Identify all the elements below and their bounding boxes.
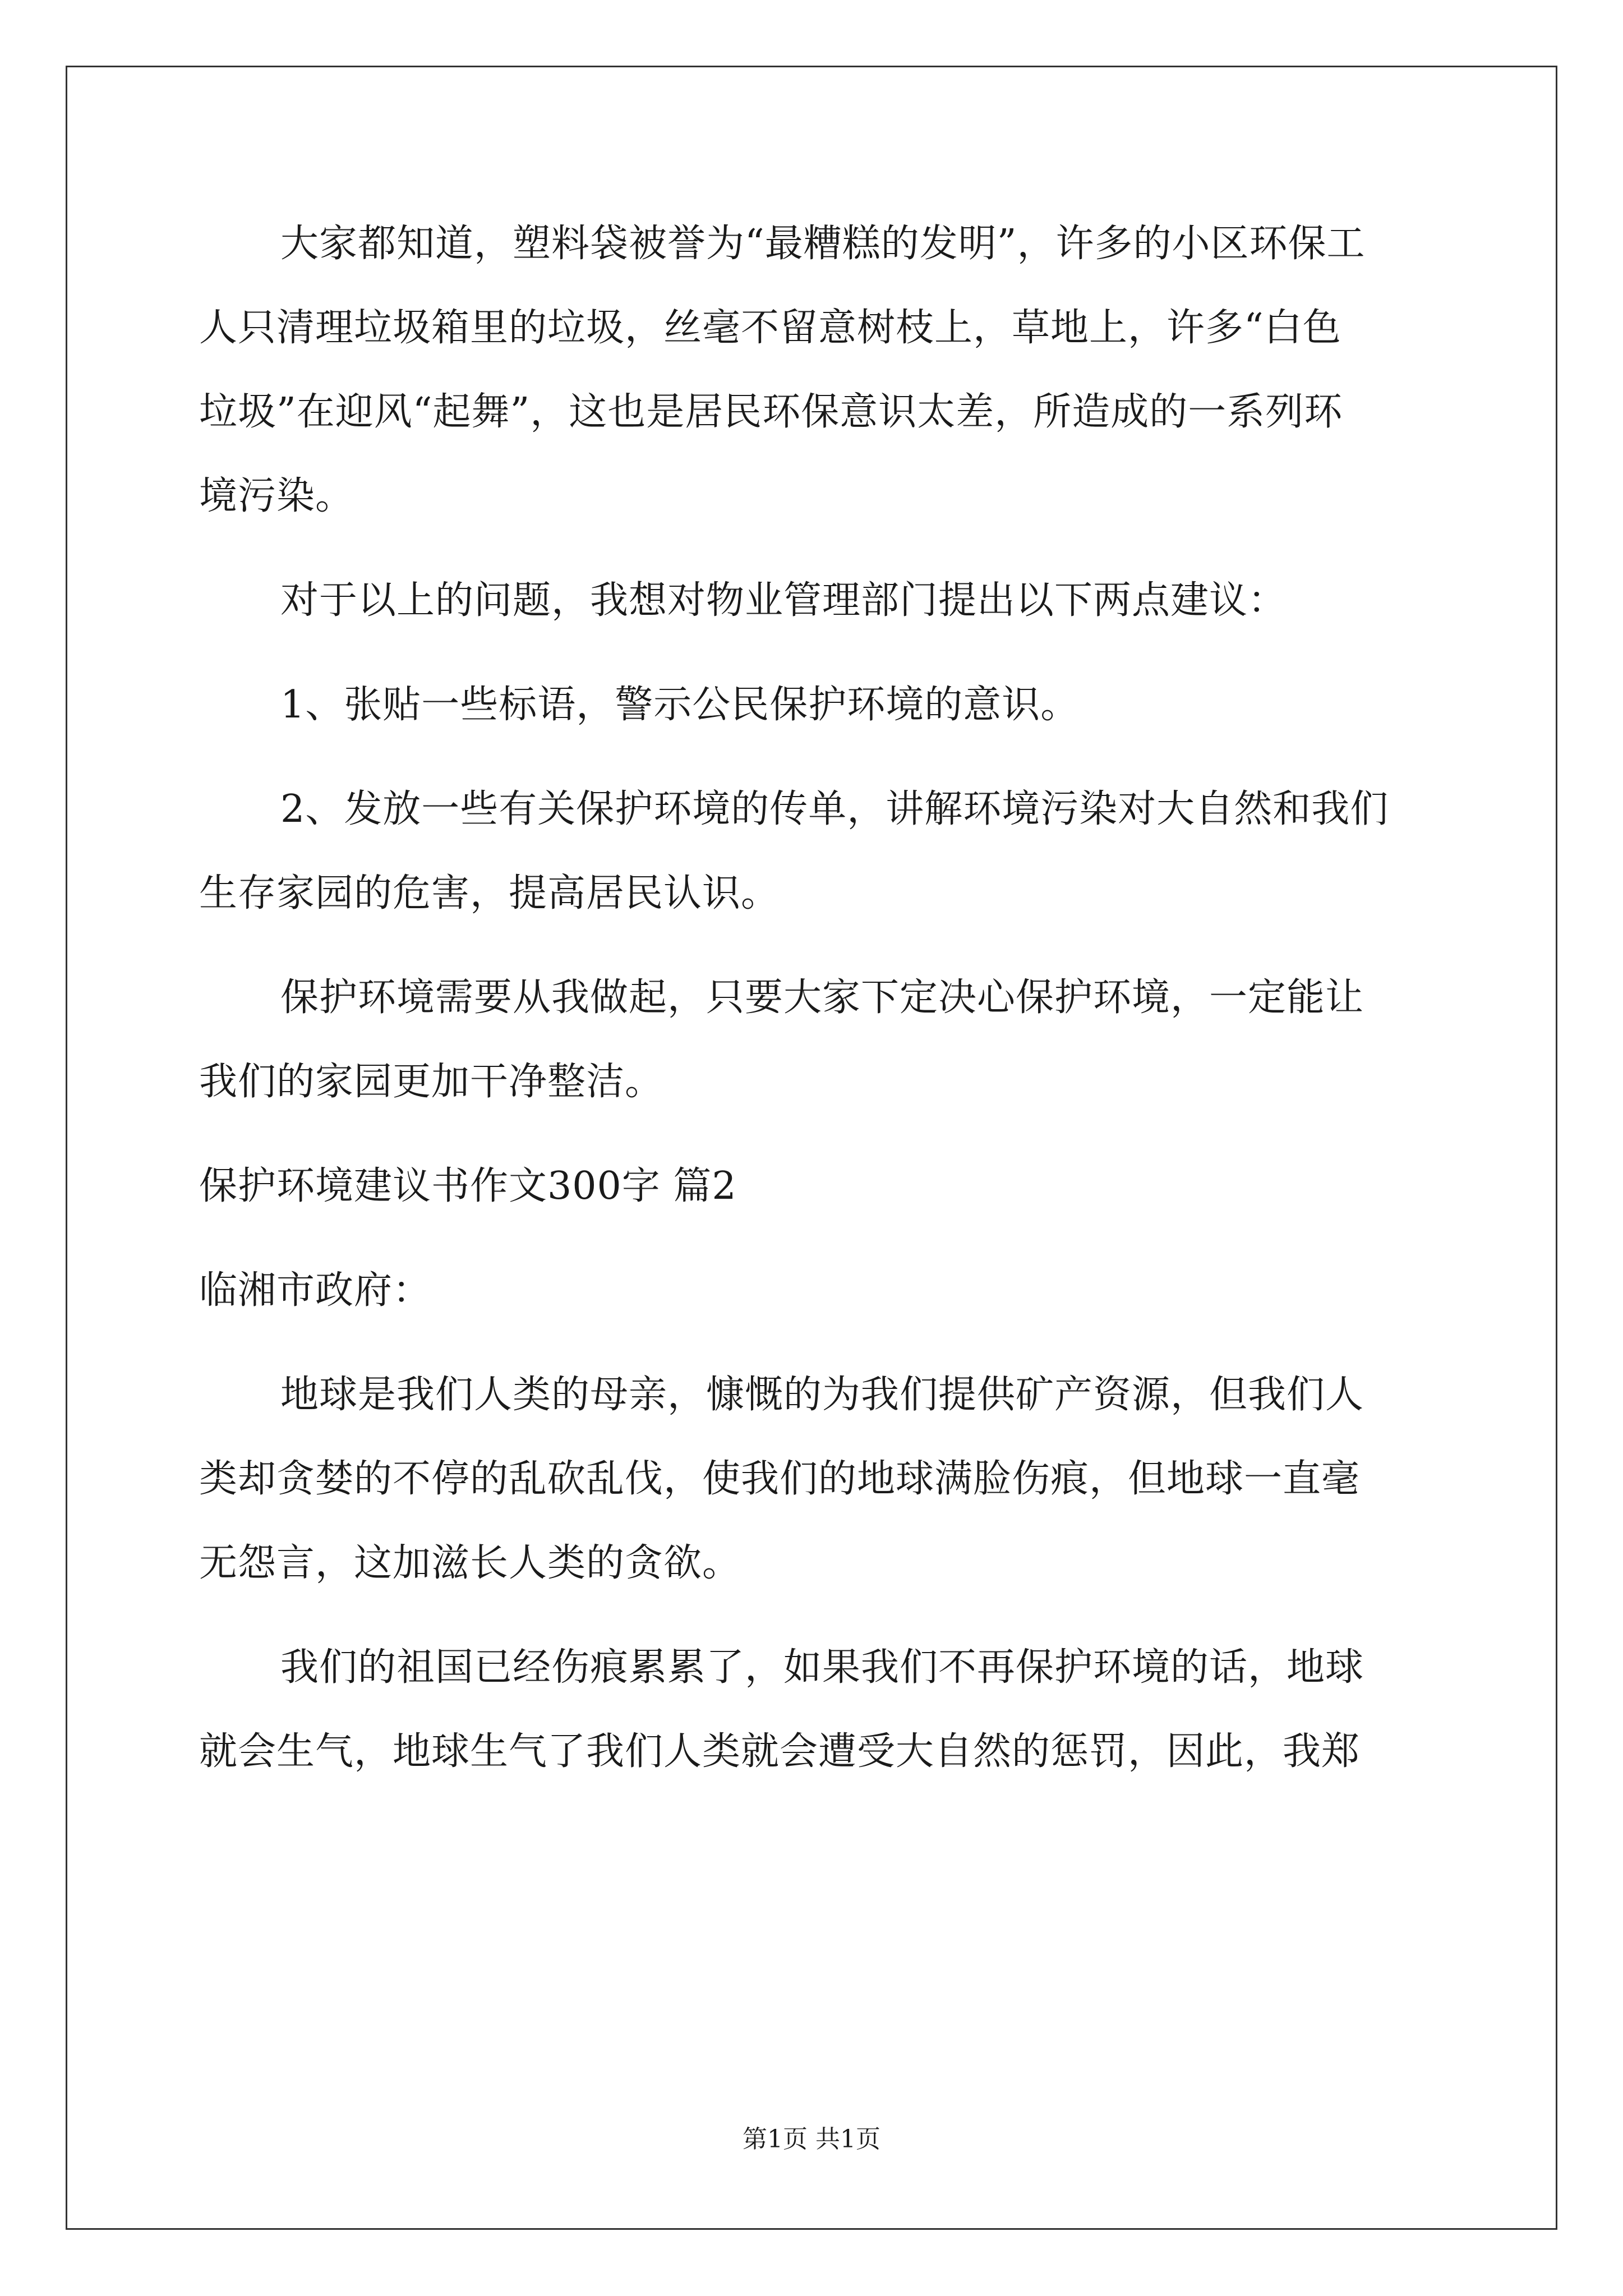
section-heading: 保护环境建议书作文300字 篇2: [199, 1164, 737, 1208]
text-line: 我们的家园更加干净整洁。: [199, 1060, 664, 1104]
text-line: 我们的祖国已经伤痕累累了，如果我们不再保护环境的话，地球: [280, 1645, 1364, 1690]
text-line: 保护环境需要从我做起，只要大家下定决心保护环境，一定能让: [280, 976, 1364, 1020]
text-line: 垃圾”在迎风“起舞”，这也是居民环保意识太差，所造成的一系列环: [199, 390, 1343, 434]
text-line: 2、发放一些有关保护环境的传单，讲解环境污染对大自然和我们: [280, 787, 1389, 831]
paragraph: [199, 1626, 1433, 1794]
text-line: 类却贪婪的不停的乱砍乱伐，使我们的地球满脸伤痕，但地球一直毫: [199, 1457, 1361, 1501]
text-line: 人只清理垃圾箱里的垃圾，丝毫不留意树枝上，草地上，许多“白色: [199, 306, 1341, 350]
salutation: 临湘市政府：: [199, 1268, 432, 1313]
text-line: 就会生气，地球生气了我们人类就会遭受大自然的惩罚，因此，我郑: [199, 1729, 1361, 1774]
paragraph: [199, 956, 1433, 1124]
page-number-footer: 第1页 共1页: [743, 2125, 880, 2154]
paragraph: [199, 202, 1433, 539]
text-line: 无怨言，这加滋长人类的贪欲。: [199, 1541, 741, 1585]
text-line: 地球是我们人类的母亲，慷慨的为我们提供矿产资源，但我们人: [280, 1373, 1364, 1417]
text-line: 1、张贴一些标语，警示公民保护环境的意识。: [280, 683, 1080, 727]
paragraph: [199, 559, 1433, 643]
paragraph: [199, 767, 1433, 936]
text-line: 生存家园的危害，提高居民认识。: [199, 871, 780, 915]
text-line: 境污染。: [199, 474, 354, 518]
paragraph: [199, 663, 1433, 747]
paragraph: [199, 1353, 1433, 1605]
text-line: 大家都知道，塑料袋被誉为“最糟糕的发明”，许多的小区环保工: [280, 222, 1366, 266]
document-body: [199, 202, 1433, 1794]
text-line: 对于以上的问题，我想对物业管理部门提出以下两点建议：: [280, 578, 1287, 623]
